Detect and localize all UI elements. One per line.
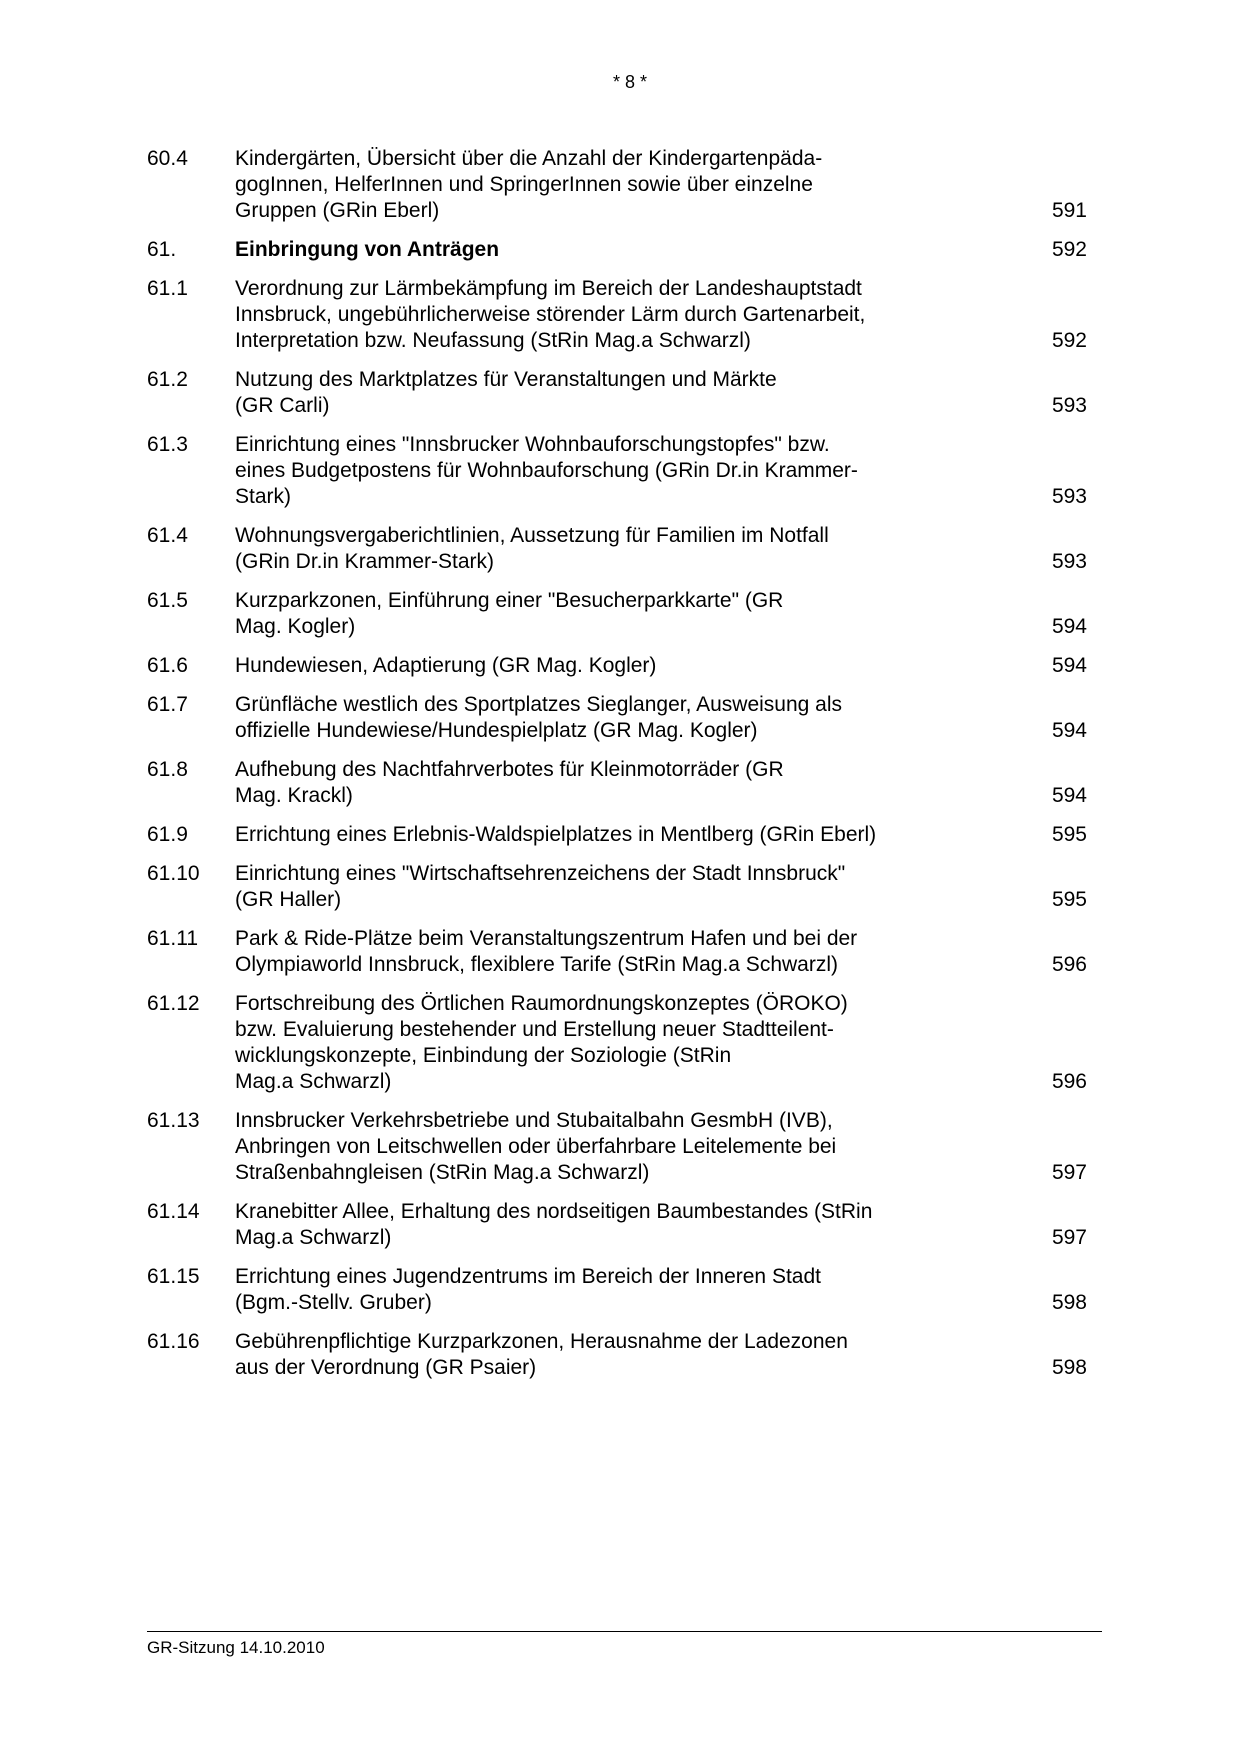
toc-entry-page: 597	[1051, 1161, 1087, 1184]
toc-entry-page: 595	[1051, 888, 1087, 911]
toc-entry	[147, 276, 1087, 354]
toc-entry-number: 61.4	[147, 524, 188, 547]
toc-entry	[147, 237, 1087, 263]
toc-entry-number: 61.12	[147, 992, 200, 1015]
toc-entry-title: Verordnung zur Lärmbekämpfung im Bereich der Landeshauptstadt Innsbruck, ungebührlicherweise störender Lärm durch Gartenarbeit, Interpretation bzw. Neufassung (StRin Mag.a Schwarzl)	[235, 277, 866, 352]
toc-entry-page: 598	[1051, 1291, 1087, 1314]
toc-entry-title: Aufhebung des Nachtfahrverbotes für Kleinmotorräder (GR Mag. Krackl)	[235, 758, 784, 807]
toc-entry	[147, 1264, 1087, 1316]
toc-entry-page: 591	[1051, 199, 1087, 222]
toc-entry-page: 593	[1051, 550, 1087, 573]
toc-entry-page: 593	[1051, 485, 1087, 508]
toc-entry	[147, 1199, 1087, 1251]
toc-entry	[147, 1329, 1087, 1381]
toc-entry-title: Kindergärten, Übersicht über die Anzahl der Kindergartenpäda- gogInnen, HelferInnen und SpringerInnen sowie über einzelne Gruppen (GRin Eberl)	[235, 147, 823, 222]
toc-entry-number: 61.9	[147, 823, 188, 846]
toc-entry-number: 61.15	[147, 1265, 200, 1288]
toc-entry-number: 61.3	[147, 433, 188, 456]
toc-entry	[147, 523, 1087, 575]
toc-entry-title: Einrichtung eines "Innsbrucker Wohnbauforschungstopfes" bzw. eines Budgetpostens für Wohnbauforschung (GRin Dr.in Krammer- Stark)	[235, 433, 858, 508]
toc-entry-title: Hundewiesen, Adaptierung (GR Mag. Kogler)	[235, 654, 657, 677]
toc-entry-page: 593	[1051, 394, 1087, 417]
toc-entry-title: Fortschreibung des Örtlichen Raumordnungskonzeptes (ÖROKO) bzw. Evaluierung bestehender und Erstellung neuer Stadtteilent- wicklungskonzepte, Einbindung der Soziologie (StRin Mag.a Schwarzl)	[235, 992, 848, 1093]
table-of-contents	[147, 146, 1087, 1394]
toc-entry	[147, 146, 1087, 224]
toc-entry-page: 597	[1051, 1226, 1087, 1249]
toc-entry	[147, 1108, 1087, 1186]
toc-entry-title: Nutzung des Marktplatzes für Veranstaltungen und Märkte (GR Carli)	[235, 368, 777, 417]
toc-entry	[147, 367, 1087, 419]
toc-entry-number: 61.11	[147, 927, 198, 950]
toc-entry-title: Kurzparkzonen, Einführung einer "Besucherparkkarte" (GR Mag. Kogler)	[235, 589, 784, 638]
toc-entry-title: Wohnungsvergaberichtlinien, Aussetzung für Familien im Notfall (GRin Dr.in Krammer-Stark)	[235, 524, 829, 573]
toc-entry-page: 594	[1051, 784, 1087, 807]
toc-entry	[147, 692, 1087, 744]
toc-entry	[147, 861, 1087, 913]
toc-entry-title: Park & Ride-Plätze beim Veranstaltungszentrum Hafen und bei der Olympiaworld Innsbruck, flexiblere Tarife (StRin Mag.a Schwarzl)	[235, 927, 858, 976]
toc-entry-page: 594	[1051, 719, 1087, 742]
toc-entry-title: Errichtung eines Erlebnis-Waldspielplatzes in Mentlberg (GRin Eberl)	[235, 823, 877, 846]
toc-entry-number: 60.4	[147, 147, 188, 170]
toc-entry	[147, 432, 1087, 510]
toc-entry-number: 61.5	[147, 589, 188, 612]
toc-entry-page: 598	[1051, 1356, 1087, 1379]
toc-entry-page: 592	[1051, 329, 1087, 352]
toc-entry-number: 61.6	[147, 654, 188, 677]
toc-entry	[147, 653, 1087, 679]
toc-entry	[147, 926, 1087, 978]
footer-divider	[147, 1631, 1102, 1632]
toc-entry-title: Innsbrucker Verkehrsbetriebe und Stubaitalbahn GesmbH (IVB), Anbringen von Leitschwellen oder überfahrbare Leitelemente bei Straßenbahngleisen (StRin Mag.a Schwarzl)	[235, 1109, 837, 1184]
toc-entry-number: 61.14	[147, 1200, 200, 1223]
toc-entry-page: 596	[1051, 953, 1087, 976]
toc-entry-page: 596	[1051, 1070, 1087, 1093]
toc-entry-page: 595	[1051, 823, 1087, 846]
toc-entry	[147, 757, 1087, 809]
toc-entry-number: 61.8	[147, 758, 188, 781]
toc-entry-title: Gebührenpflichtige Kurzparkzonen, Herausnahme der Ladezonen aus der Verordnung (GR Psaier)	[235, 1330, 848, 1379]
toc-entry-number: 61.1	[147, 277, 188, 300]
toc-entry-title: Errichtung eines Jugendzentrums im Bereich der Inneren Stadt (Bgm.-Stellv. Gruber)	[235, 1265, 821, 1314]
page-number: * 8 *	[612, 72, 648, 92]
toc-entry-number: 61.	[147, 238, 177, 261]
toc-entry	[147, 588, 1087, 640]
toc-entry-number: 61.2	[147, 368, 188, 391]
toc-entry-number: 61.16	[147, 1330, 200, 1353]
toc-entry-title: Kranebitter Allee, Erhaltung des nordseitigen Baumbestandes (StRin Mag.a Schwarzl)	[235, 1200, 873, 1249]
toc-entry-page: 592	[1051, 238, 1087, 261]
toc-entry	[147, 822, 1087, 848]
toc-entry-title: Einrichtung eines "Wirtschaftsehrenzeichens der Stadt Innsbruck" (GR Haller)	[235, 862, 846, 911]
toc-entry-number: 61.7	[147, 693, 188, 716]
footer-text: GR-Sitzung 14.10.2010	[147, 1638, 325, 1657]
toc-entry-title: Grünfläche westlich des Sportplatzes Sieglanger, Ausweisung als offizielle Hundewiese/Hundespielplatz (GR Mag. Kogler)	[235, 693, 843, 742]
toc-entry-page: 594	[1051, 615, 1087, 638]
toc-entry-number: 61.13	[147, 1109, 200, 1132]
toc-entry-title: Einbringung von Anträgen	[235, 238, 500, 261]
toc-entry-page: 594	[1051, 654, 1087, 677]
toc-entry-number: 61.10	[147, 862, 200, 885]
toc-entry	[147, 991, 1087, 1095]
